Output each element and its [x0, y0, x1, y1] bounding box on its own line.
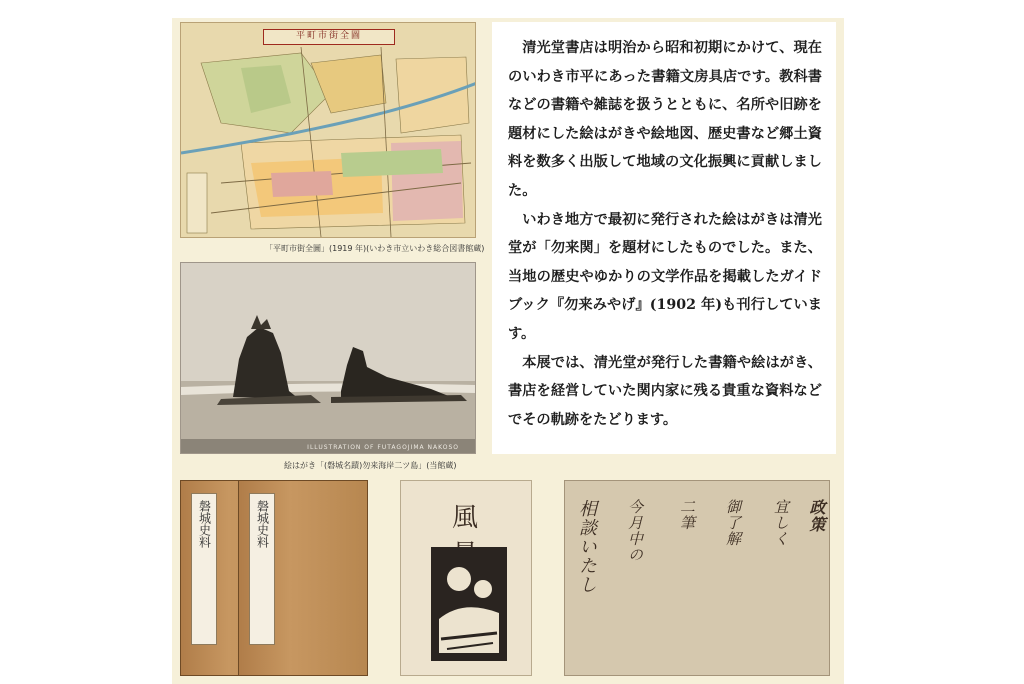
- booklet-title: 風: [451, 503, 482, 533]
- paragraph-2: いわき地方で最初に発行された絵はがきは清光堂が「勿来関」を題材にしたものでした。また、当地の歴史やゆかりの文学作品を掲載したガイドブック『勿来みやげ』(1902 年)も刊行しています。: [508, 211, 822, 342]
- letter-column-5: 宜しく: [772, 499, 790, 547]
- description-box: [492, 22, 836, 454]
- map-drawing: [181, 23, 476, 238]
- book-right-label: 磐城史料: [249, 493, 275, 645]
- paragraph-3: 本展では、清光堂が発行した書籍や絵はがき、書店を経営していた関内家に残る貴重な資料などでその軌跡をたどります。: [508, 354, 822, 428]
- letter-column-1: 相談いたし: [576, 499, 597, 594]
- woodcut-image: [433, 549, 505, 659]
- map-caption: 「平町市街全圖」(1919 年)(いわき市立いわき総合図書館蔵): [265, 244, 485, 253]
- book-left-label: 磐城史料: [191, 493, 217, 645]
- paragraph-1: 清光堂書店は明治から昭和初期にかけて、現在のいわき市平にあった書籍文房具店です。教科書などの書籍や雑誌を扱うとともに、名所や旧跡を題材にした絵はがきや絵地図、歴史書など郷土資料を数多く出版して地域の文化振興に貢献しました。: [508, 40, 822, 199]
- booklet-woodcut: [431, 547, 507, 661]
- postcard-photo: [180, 262, 476, 454]
- photo-caption: 絵はがき「(磐城名蹟)勿来海岸二ツ島」(当館蔵): [284, 461, 457, 470]
- letter-column-3: 二筆: [678, 499, 696, 531]
- city-map-image: [180, 22, 476, 238]
- book-right: [238, 480, 368, 676]
- postcard-strip-text: ILLUSTRATION OF FUTAGOJIMA NAKOSO: [307, 444, 459, 451]
- letter-column-title: 政策: [807, 499, 826, 533]
- letter-column-2: 今月中の: [626, 499, 644, 563]
- handwritten-letter: [564, 480, 830, 676]
- map-title: 平町市街全圖: [263, 29, 395, 45]
- postcard-image: [181, 263, 476, 454]
- letter-column-4: 御了解: [724, 499, 742, 547]
- booklet-cover: [400, 480, 532, 676]
